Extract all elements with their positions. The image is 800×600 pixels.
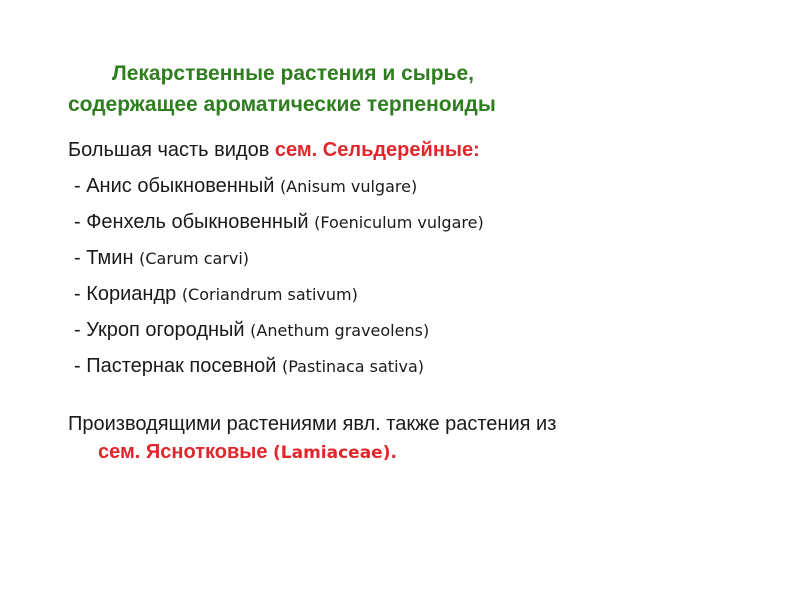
title-line-2: содержащее ароматические терпеноиды xyxy=(68,93,496,116)
species-name: Кориандр xyxy=(86,283,177,305)
list-dash: - xyxy=(74,283,87,305)
species-name: Пастернак посевной xyxy=(86,355,277,377)
title-line-1: Лекарственные растения и сырье, xyxy=(112,62,474,85)
species-latin: (Foeniculum vulgare) xyxy=(314,213,484,232)
list-item xyxy=(74,316,484,352)
list-dash: - xyxy=(74,175,87,197)
list-item xyxy=(74,208,484,244)
species-latin: (Coriandrum sativum) xyxy=(181,285,358,304)
species-name: Укроп огородный xyxy=(86,319,245,341)
intro-family: сем. Сельдерейные xyxy=(274,139,474,161)
species-name: Фенхель обыкновенный xyxy=(86,211,309,233)
intro-line xyxy=(68,136,480,164)
slide-title xyxy=(68,58,688,120)
list-dash: - xyxy=(74,319,87,341)
outro-line-2 xyxy=(68,438,748,467)
species-latin: (Pastinaca sativa) xyxy=(281,357,425,376)
outro-paragraph xyxy=(68,410,748,467)
outro-dot: . xyxy=(134,441,146,463)
species-name: Тмин xyxy=(86,247,134,269)
outro-family-prefix: сем xyxy=(98,441,135,463)
outro-family: Яснотковые xyxy=(145,441,274,463)
list-dash: - xyxy=(74,355,87,377)
outro-latin: (Lamiaceae). xyxy=(273,443,397,463)
list-item xyxy=(74,352,484,388)
list-item xyxy=(74,244,484,280)
intro-colon: : xyxy=(473,139,480,161)
species-latin: (Anethum graveolens) xyxy=(250,321,430,340)
outro-line-1: Производящими растениями явл. также растения из xyxy=(68,413,557,435)
species-list xyxy=(74,172,484,388)
list-item xyxy=(74,172,484,208)
list-item xyxy=(74,280,484,316)
list-dash: - xyxy=(74,211,87,233)
intro-text: Большая часть видов xyxy=(68,139,275,161)
species-name: Анис обыкновенный xyxy=(86,175,275,197)
list-dash: - xyxy=(74,247,87,269)
species-latin: (Carum carvi) xyxy=(139,249,250,268)
species-latin: (Anisum vulgare) xyxy=(279,177,418,196)
